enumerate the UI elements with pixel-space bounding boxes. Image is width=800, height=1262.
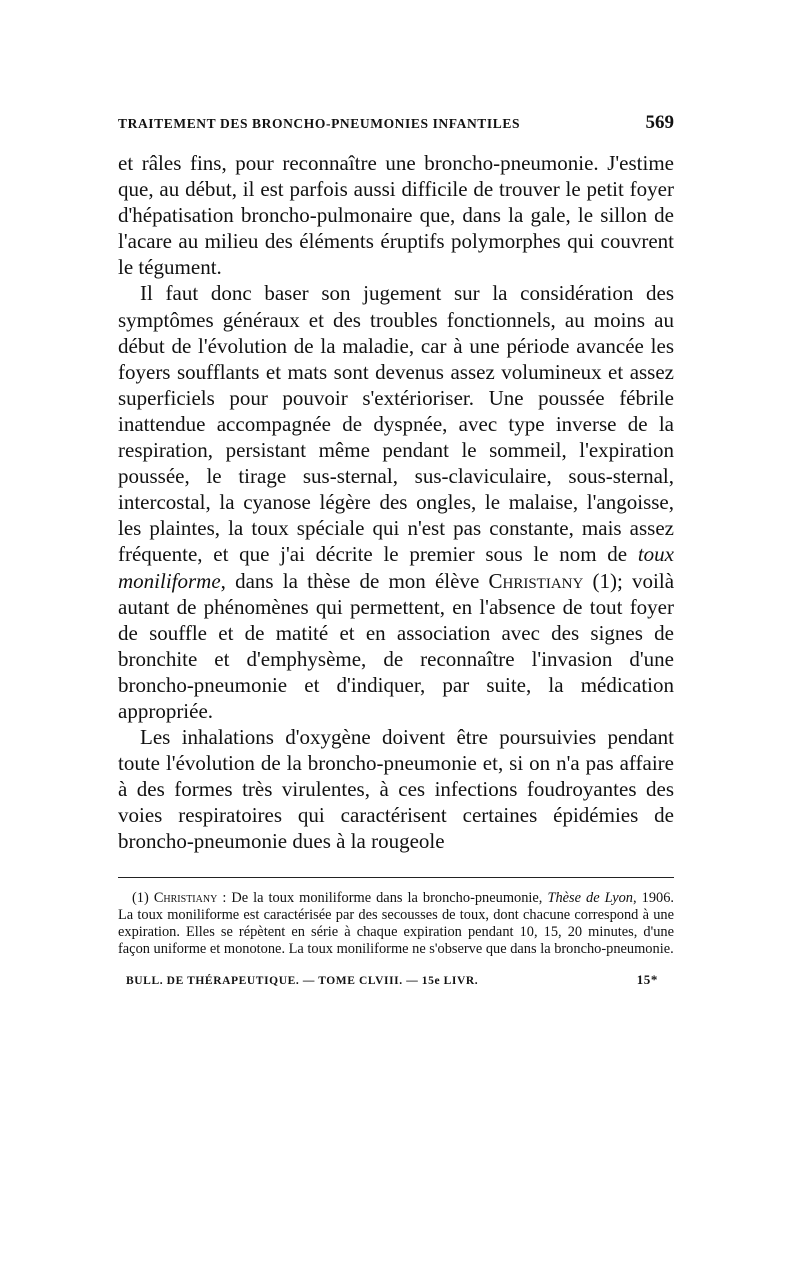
running-head [118,112,674,142]
body-text [118,150,674,855]
footnote-italic: Thèse de Lyon [547,889,633,906]
paragraph-1: et râles fins, pour reconnaître une broncho-pneumonie. J'estime que, au début, il est parfois aussi difficile de trouver le petit foyer d'hépatisation broncho-pulmonaire que, dans la gale, le sillon de l'acare au milieu des éléments éruptifs polymorphes qui couvrent le tégument. [118,151,674,280]
footnote [118,890,674,958]
footer-sheet-mark: 15* [636,971,658,987]
paragraph-3: Les inhalations d'oxygène doivent être poursuivies pendant toute l'évolution de la broncho-pneumonie et, si on n'a pas affaire à des formes très virulentes, à ces infections foudroyantes des voies respiratoires qui caractérisent certaines épidémies de broncho-pneumonie dues à la rougeole [118,725,674,854]
book-page [118,112,674,988]
footnote-marker: (1) [132,889,154,906]
paragraph-2-text: Il faut donc baser son jugement sur la considération des symptômes généraux et des troubles fonctionnels, au moins au début de l'évolution de la maladie, car à une période avancée les foyers soufflants et mats sont devenus assez volumineux et assez superficiels pour pouvoir s'extérioriser. Une poussée fébrile inattendue accompagnée de dyspnée, avec type inverse de la respiration, persistant même pendant le sommeil, l'expiration poussée, le tirage sus-sternal, sus-claviculaire, sous-sternal, intercostal, la cyanose légère des ongles, le malaise, l'angoisse, les plaintes, la toux spéciale qui n'est pas constante, mais assez fréquente, et que j'ai décrite le premier sous le nom de [118,281,674,567]
footnote-text: , 1906. La toux moniliforme est caractérisée par des secousses de toux, dont chacune correspond à une expiration. Elles se répètent en série à chaque expiration pendant 10, 15, 20 minutes, d'une façon uniforme et monotone. La toux moniliforme ne s'observe que dans la broncho-pneumonie. [118,889,674,957]
italic-term: toux moniliforme [118,542,674,593]
page-number: 569 [645,112,674,133]
paragraph-2-text-mid: , dans la thèse de mon élève [220,568,489,593]
paragraph-2 [118,280,674,724]
footer-signature: BULL. DE THÉRAPEUTIQUE. — TOME CLVIII. — 15e LIVR. [126,974,479,987]
paragraph-2-text-end: (1); voilà autant de phénomènes qui permettent, en l'absence de tout foyer de souffle et de matité et en association avec des signes de bronchite et d'emphysème, de reconnaître l'invasion d'une broncho-pneumonie et d'indiquer, par suite, la médication appropriée. [118,568,675,723]
footnote-title: : De la toux moniliforme dans la broncho-pneumonie, [217,889,548,906]
footnote-divider [118,877,674,878]
author-name: Christiany [488,568,584,593]
page-footer [118,972,674,988]
footnote-author: Christiany [153,889,218,906]
running-title: TRAITEMENT DES BRONCHO-PNEUMONIES INFANTILES [118,116,521,131]
